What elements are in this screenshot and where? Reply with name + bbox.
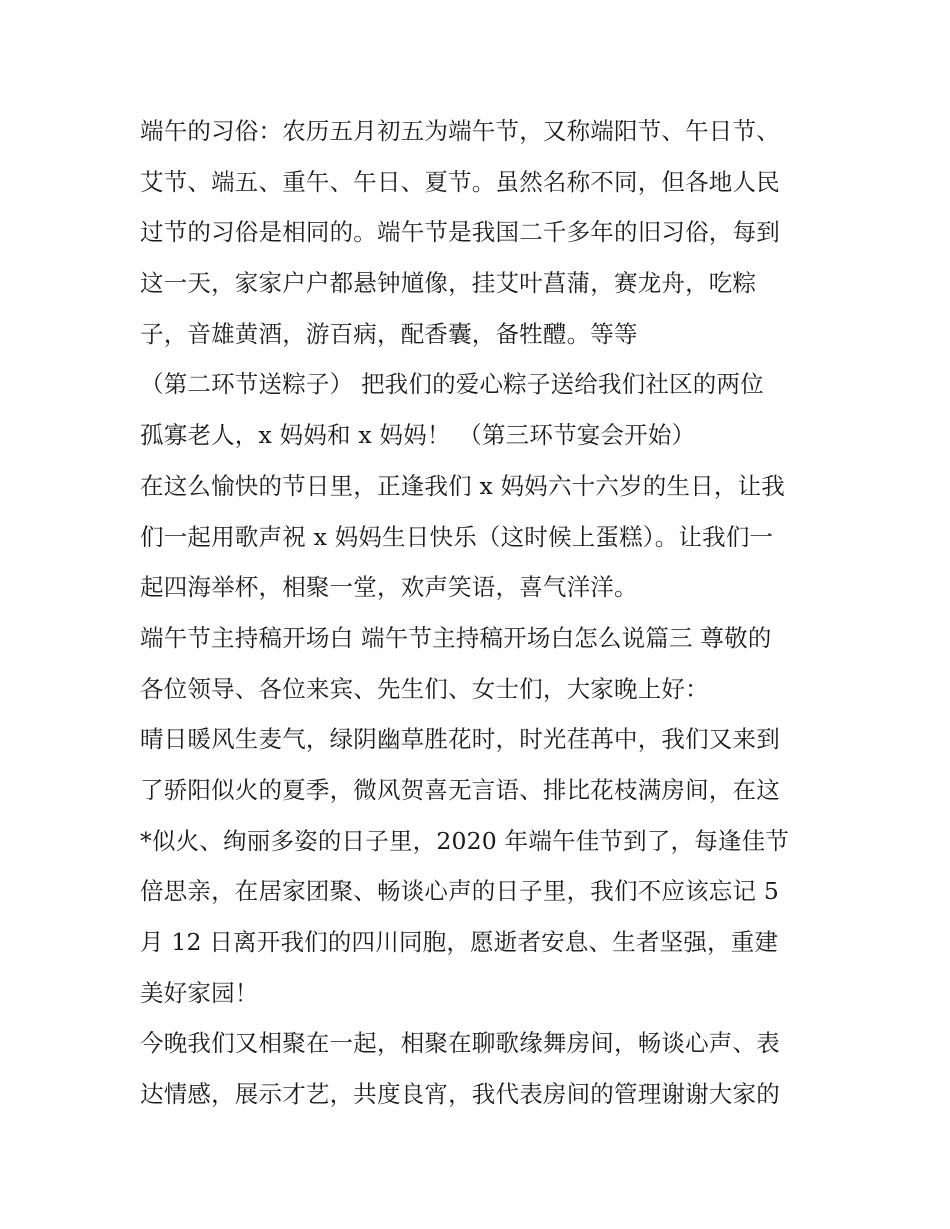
text-line: 孤寡老人，x 妈妈和 x 妈妈！ （第三环节宴会开始） bbox=[140, 421, 696, 450]
text-line: 们一起用歌声祝 x 妈妈生日快乐（这时候上蛋糕）。让我们一 bbox=[140, 522, 774, 551]
text-line: 各位领导、各位来宾、先生们、女士们，大家晚上好： bbox=[140, 674, 709, 703]
text-line: 了骄阳似火的夏季，微风贺喜无言语、排比花枝满房间，在这 bbox=[140, 775, 780, 804]
text-line: 倍思亲，在居家团聚、畅谈心声的日子里，我们不应该忘记 5 bbox=[140, 877, 780, 906]
text-line: 月 12 日离开我们的四川同胞，愿逝者安息、生者坚强，重建 bbox=[140, 928, 779, 956]
text-line: 达情感，展示才艺，共度良宵，我代表房间的管理谢谢大家的 bbox=[140, 1080, 780, 1109]
text-line: 端午的习俗：农历五月初五为端午节，又称端阳节、午日节、 bbox=[140, 117, 780, 145]
text-line: 艾节、端五、重午、午日、夏节。虽然名称不同，但各地人民 bbox=[140, 167, 780, 196]
text-line: （第二环节送粽子） 把我们的爱心粽子送给我们社区的两位 bbox=[140, 370, 764, 399]
text-line: 过节的习俗是相同的。端午节是我国二千多年的旧习俗，每到 bbox=[140, 218, 780, 247]
text-line: 在这么愉快的节日里，正逢我们 x 妈妈六十六岁的生日，让我 bbox=[140, 471, 785, 500]
text-line: 这一天，家家户户都悬钟馗像，挂艾叶菖蒲，赛龙舟，吃粽 bbox=[140, 269, 757, 298]
text-line: 端午节主持稿开场白 端午节主持稿开场白怎么说篇三 尊敬的 bbox=[140, 623, 772, 652]
text-line: 晴日暖风生麦气，绿阴幽草胜花时，时光荏苒中，我们又来到 bbox=[140, 725, 780, 754]
body-text bbox=[140, 106, 820, 1120]
text-line: 今晚我们又相聚在一起，相聚在聊歌缘舞房间，畅谈心声、表 bbox=[140, 1029, 780, 1058]
text-line: 起四海举杯，相聚一堂，欢声笑语，喜气洋洋。 bbox=[140, 573, 638, 602]
text-line: 子，音雄黄酒，游百病，配香囊，备牲醴。等等 bbox=[140, 319, 638, 348]
text-line: *似火、绚丽多姿的日子里，2020 年端午佳节到了，每逢佳节 bbox=[140, 826, 790, 855]
text-line: 美好家园！ bbox=[140, 978, 259, 1007]
